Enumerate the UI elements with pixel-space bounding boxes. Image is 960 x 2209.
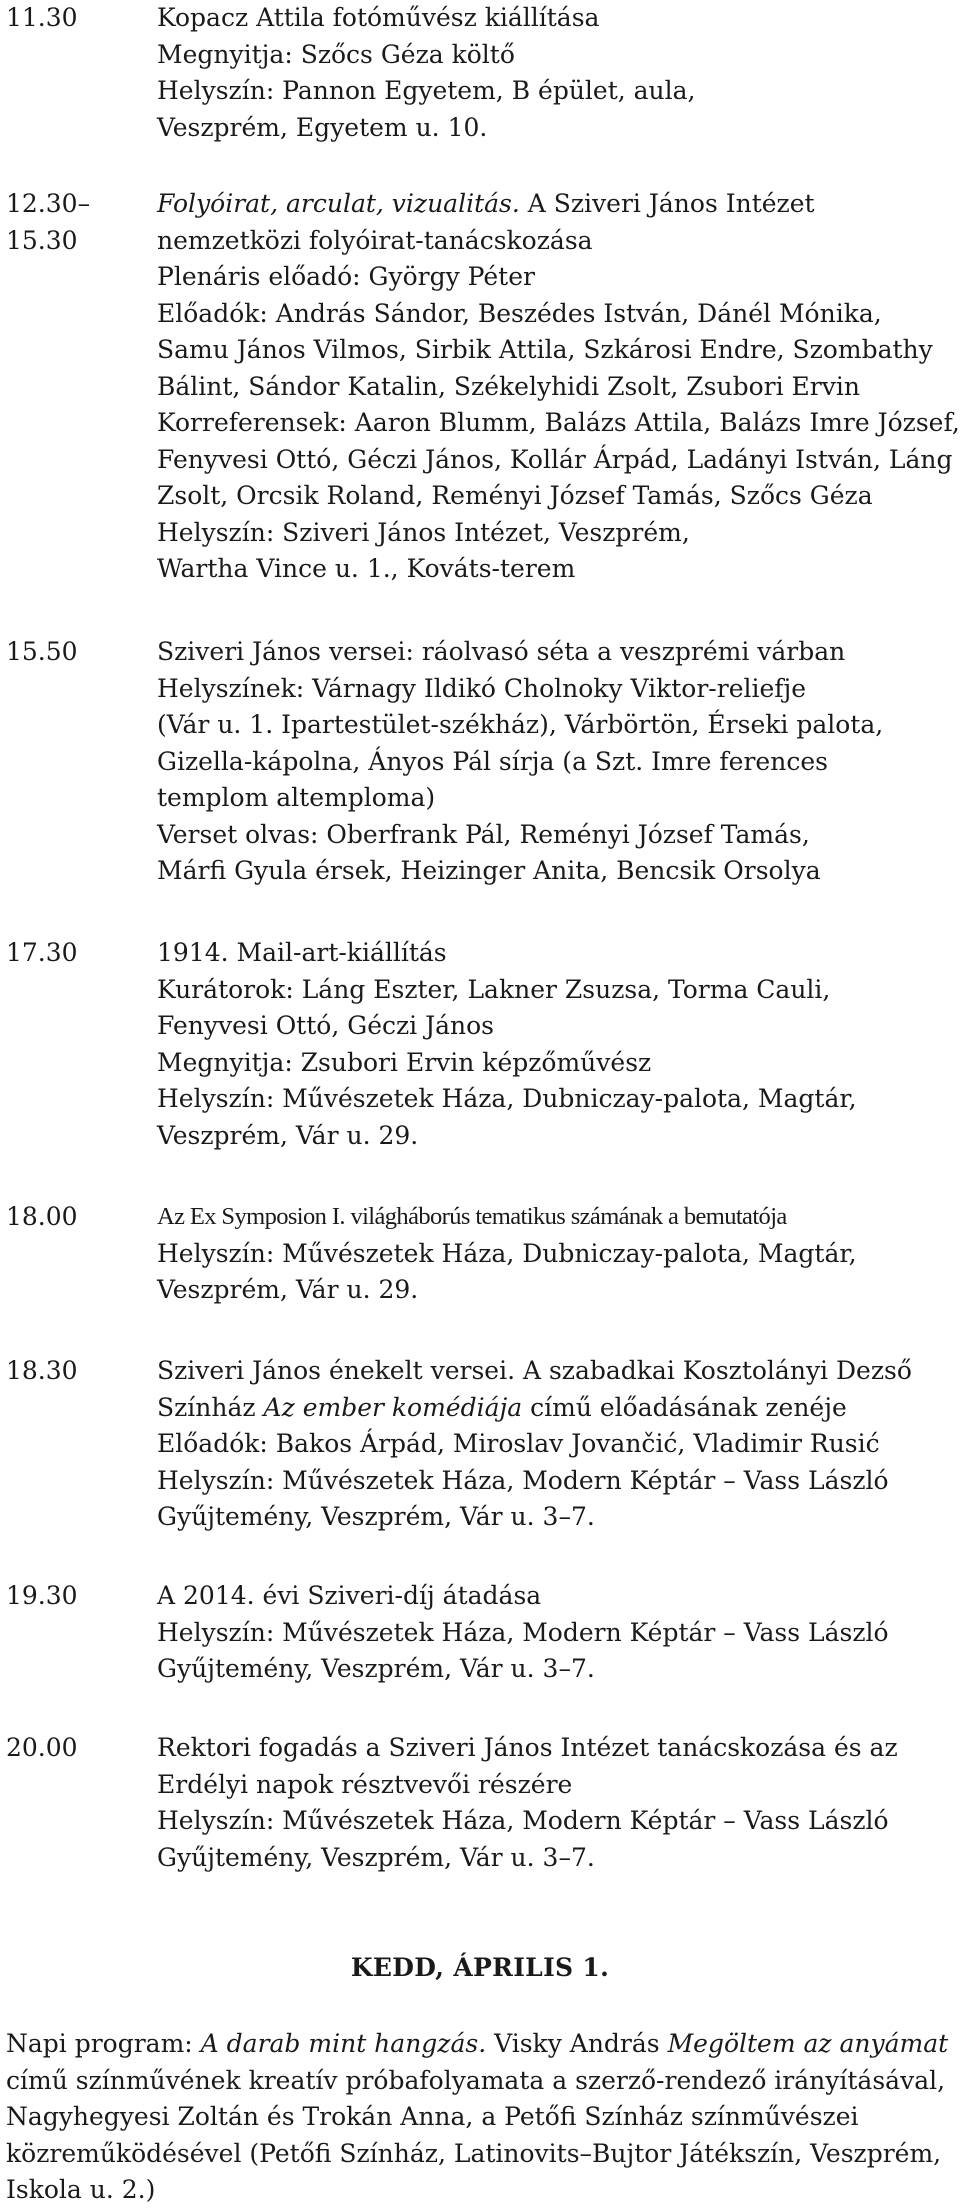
- entry-line: Gyűjtemény, Veszprém, Vár u. 3–7.: [157, 1502, 595, 1531]
- entry-line: Gyűjtemény, Veszprém, Vár u. 3–7.: [157, 1842, 595, 1872]
- entry-time: 12.30– 15.30: [6, 189, 91, 255]
- entry-time: 18.30: [6, 1356, 78, 1385]
- entry-line: Wartha Vince u. 1., Kováts-terem: [157, 554, 576, 583]
- entry-body: [157, 186, 960, 588]
- entry-body: [157, 0, 957, 146]
- entry-line: Samu János Vilmos, Sirbik Attila, Szkárosi Endre, Szombathy: [157, 335, 933, 364]
- entry-time: 11.30: [6, 3, 78, 32]
- entry-line: Kurátorok: Láng Eszter, Lakner Zsuzsa, Torma Cauli,: [157, 974, 831, 1004]
- entry-line-italic: [157, 1390, 957, 1427]
- entry-line: Helyszín: Művészetek Háza, Modern Képtár – Vass László: [157, 1465, 889, 1495]
- entry-body: [157, 1353, 957, 1536]
- entry-body: [157, 634, 957, 890]
- entry-line: Veszprém, Egyetem u. 10.: [157, 112, 488, 142]
- entry-time: 15.50: [6, 637, 78, 666]
- entry-line: Megnyitja: Zsubori Ervin képzőművész: [157, 1047, 652, 1077]
- entry-line: 1914. Mail-art-kiállítás: [157, 938, 447, 967]
- entry-line: Márfi Gyula érsek, Heizinger Anita, Bencsik Orsolya: [157, 856, 821, 885]
- entry-line: Plenáris előadó: György Péter: [157, 262, 535, 291]
- entry-title-rest: A Sziveri János Intézet: [519, 189, 815, 218]
- entry-title-italic: Folyóirat, arculat, vizualitás.: [157, 189, 520, 218]
- entry-body: [157, 1199, 957, 1309]
- entry-line: Erdélyi napok résztvevői részére: [157, 1769, 573, 1799]
- entry-line: Helyszín: Művészetek Háza, Modern Képtár – Vass László: [157, 1806, 889, 1835]
- line-before: Színház: [157, 1392, 264, 1422]
- daily-program: [6, 2026, 956, 2209]
- daily-program-play: Megöltem az anyámat: [667, 2029, 949, 2058]
- entry-line: Rektori fogadás a Sziveri János Intézet tanácskozása és az: [157, 1733, 898, 1762]
- entry-line: Verset olvas: Oberfrank Pál, Reményi József Tamás,: [157, 819, 810, 849]
- daily-program-title: A darab mint hangzás.: [200, 2029, 487, 2058]
- entry-line: Előadók: Bakos Árpád, Miroslav Jovančić, Vladimir Rusić: [157, 1429, 880, 1458]
- entry-line: (Vár u. 1. Ipartestület-székház), Várbörtön, Érseki palota,: [157, 710, 884, 739]
- entry-line: nemzetközi folyóirat-tanácskozása: [157, 225, 593, 255]
- day-heading: KEDD, ÁPRILIS 1.: [350, 1953, 610, 1982]
- entry-line: Helyszín: Művészetek Háza, Dubniczay-palota, Magtár,: [157, 1238, 857, 1268]
- entry-time: 18.00: [6, 1202, 78, 1231]
- entry-line: Korreferensek: Aaron Blumm, Balázs Attila, Balázs Imre József,: [157, 408, 960, 437]
- entry-line: Gyűjtemény, Veszprém, Vár u. 3–7.: [157, 1654, 595, 1683]
- entry-line: Előadók: András Sándor, Beszédes István, Dánél Mónika,: [157, 298, 882, 328]
- entry-body: [157, 935, 957, 1154]
- entry-body: [157, 1578, 957, 1688]
- entry-time: 19.30: [6, 1581, 78, 1610]
- entry-line: Helyszínek: Várnagy Ildikó Cholnoky Viktor-reliefje: [157, 673, 807, 703]
- entry-title-line: Az Ex Symposion I. világháborús tematikus számának a bemutatója: [157, 1203, 787, 1230]
- entry-line: Helyszín: Sziveri János Intézet, Veszprém,: [157, 517, 690, 547]
- daily-program-text: című színművének kreatív próbafolyamata a szerző-rendező irányításával, Nagyhegyesi Zoltán és Trokán Anna, a Petőfi Színház színművészei közreműködésével (Petőfi Színház, Latinovits–Bujtor Játékszín, Veszprém, Iskola u. 2.): [6, 2065, 946, 2204]
- daily-program-label: Napi program:: [6, 2029, 201, 2058]
- entry-line: Zsolt, Orcsik Roland, Reményi József Tamás, Szőcs Géza: [157, 481, 873, 510]
- entry-line: Gizella-kápolna, Ányos Pál sírja (a Szt. Imre ferences: [157, 746, 828, 776]
- entry-body: [157, 1730, 957, 1876]
- entry-title-line: [157, 186, 957, 223]
- entry-time: 20.00: [6, 1733, 78, 1762]
- entry-line: Helyszín: Művészetek Háza, Dubniczay-palota, Magtár,: [157, 1084, 857, 1113]
- entry-line: Veszprém, Vár u. 29.: [157, 1120, 419, 1150]
- entry-line: A 2014. évi Sziveri-díj átadása: [157, 1581, 542, 1610]
- entry-line: Veszprém, Vár u. 29.: [157, 1275, 419, 1304]
- daily-program-text: Visky András: [486, 2029, 668, 2058]
- entry-time: 17.30: [6, 938, 78, 967]
- entry-line: Kopacz Attila fotóművész kiállítása: [157, 3, 600, 32]
- entry-line: templom altemploma): [157, 783, 436, 812]
- line-after: című előadásának zenéje: [522, 1392, 847, 1422]
- entry-line: Helyszín: Pannon Egyetem, B épület, aula,: [157, 76, 696, 105]
- entry-line: Sziveri János versei: ráolvasó séta a veszprémi várban: [157, 637, 846, 666]
- entry-line: Megnyitja: Szőcs Géza költő: [157, 39, 515, 69]
- entry-line: Fenyvesi Ottó, Géczi János: [157, 1011, 495, 1040]
- entry-line: Sziveri János énekelt versei. A szabadkai Kosztolányi Dezső: [157, 1356, 912, 1385]
- play-title: Az ember komédiája: [263, 1392, 523, 1422]
- entry-line: Bálint, Sándor Katalin, Székelyhidi Zsolt, Zsubori Ervin: [157, 371, 860, 401]
- entry-line: Helyszín: Művészetek Háza, Modern Képtár – Vass László: [157, 1617, 889, 1647]
- entry-line: Fenyvesi Ottó, Géczi János, Kollár Árpád, Ladányi István, Láng: [157, 444, 953, 474]
